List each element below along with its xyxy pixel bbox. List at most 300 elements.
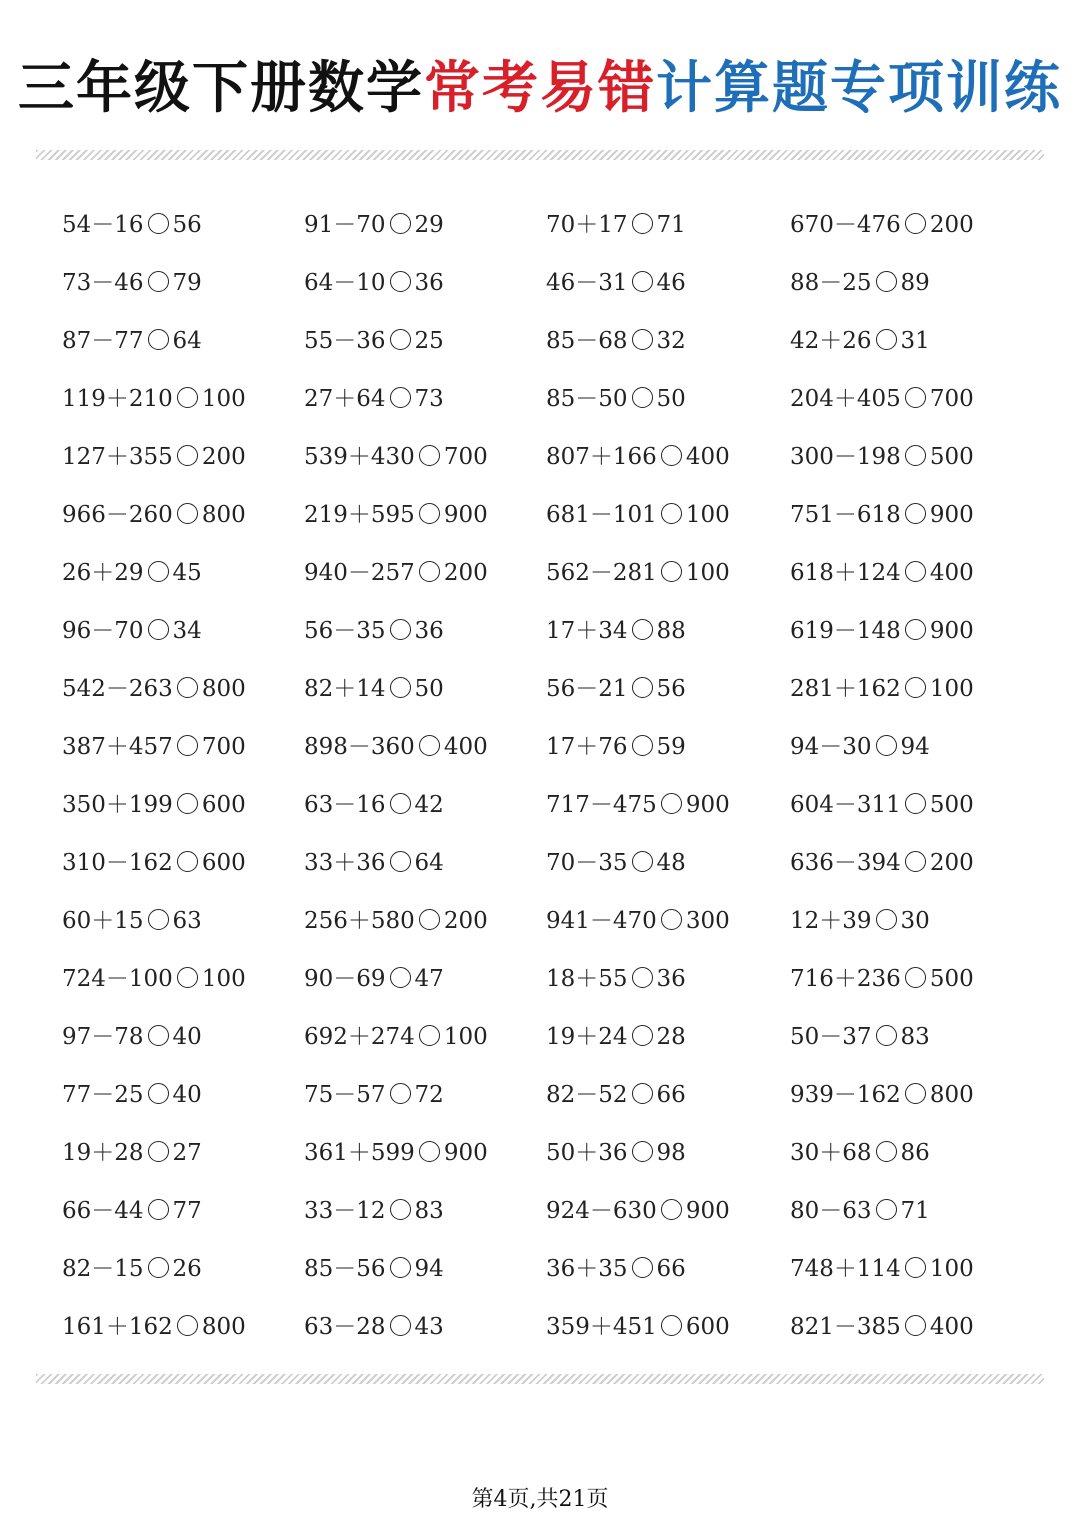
comparison-value: 800 <box>201 676 246 702</box>
comparison-problem <box>790 1182 1052 1240</box>
comparison-problem <box>546 370 790 428</box>
answer-circle[interactable] <box>148 909 169 930</box>
expression: 940－257 <box>304 560 415 586</box>
comparison-value: 100 <box>929 1256 974 1282</box>
comparison-problem <box>62 718 304 776</box>
answer-circle[interactable] <box>390 1257 411 1278</box>
comparison-value: 36 <box>656 966 686 992</box>
expression: 85－68 <box>546 328 628 354</box>
answer-circle[interactable] <box>390 387 411 408</box>
comparison-value: 400 <box>929 1314 974 1340</box>
comparison-problem <box>546 196 790 254</box>
answer-circle[interactable] <box>390 329 411 350</box>
answer-circle[interactable] <box>632 677 653 698</box>
answer-circle[interactable] <box>148 329 169 350</box>
comparison-problem <box>62 1240 304 1298</box>
answer-circle[interactable] <box>148 1257 169 1278</box>
answer-circle[interactable] <box>661 503 682 524</box>
answer-circle[interactable] <box>632 1025 653 1046</box>
comparison-value: 700 <box>201 734 246 760</box>
comparison-value: 100 <box>201 386 246 412</box>
answer-circle[interactable] <box>419 909 440 930</box>
comparison-problem <box>304 370 546 428</box>
comparison-problem <box>546 660 790 718</box>
expression: 636－394 <box>790 850 901 876</box>
comparison-problem <box>304 1008 546 1066</box>
comparison-problem <box>790 718 1052 776</box>
comparison-value: 600 <box>201 850 246 876</box>
expression: 82＋14 <box>304 676 386 702</box>
comparison-problem <box>304 1182 546 1240</box>
comparison-value: 25 <box>414 328 444 354</box>
answer-circle[interactable] <box>876 329 897 350</box>
comparison-problem <box>304 544 546 602</box>
answer-circle[interactable] <box>419 445 440 466</box>
comparison-problem <box>62 1182 304 1240</box>
comparison-value: 86 <box>900 1140 930 1166</box>
expression: 55－36 <box>304 328 386 354</box>
answer-circle[interactable] <box>148 1199 169 1220</box>
answer-circle[interactable] <box>905 1315 926 1336</box>
expression: 924－630 <box>546 1198 657 1224</box>
comparison-value: 300 <box>685 908 730 934</box>
comparison-problem <box>546 428 790 486</box>
comparison-problem <box>546 544 790 602</box>
expression: 64－10 <box>304 270 386 296</box>
comparison-value: 800 <box>201 1314 246 1340</box>
comparison-problem <box>62 892 304 950</box>
comparison-value: 50 <box>414 676 444 702</box>
title-black-part: 三年级下册数学 <box>18 56 424 121</box>
answer-circle[interactable] <box>876 735 897 756</box>
expression: 50＋36 <box>546 1140 628 1166</box>
comparison-problem <box>62 660 304 718</box>
expression: 46－31 <box>546 270 628 296</box>
answer-circle[interactable] <box>661 561 682 582</box>
comparison-problem <box>304 312 546 370</box>
answer-circle[interactable] <box>390 1083 411 1104</box>
comparison-value: 200 <box>929 850 974 876</box>
expression: 300－198 <box>790 444 901 470</box>
comparison-value: 56 <box>172 212 202 238</box>
expression: 70－35 <box>546 850 628 876</box>
answer-circle[interactable] <box>661 445 682 466</box>
comparison-problem <box>62 428 304 486</box>
answer-circle[interactable] <box>632 967 653 988</box>
answer-circle[interactable] <box>390 677 411 698</box>
answer-circle[interactable] <box>905 213 926 234</box>
comparison-value: 94 <box>414 1256 444 1282</box>
expression: 281＋162 <box>790 676 901 702</box>
answer-circle[interactable] <box>390 1315 411 1336</box>
expression: 82－15 <box>62 1256 144 1282</box>
answer-circle[interactable] <box>419 561 440 582</box>
answer-circle[interactable] <box>148 1025 169 1046</box>
expression: 94－30 <box>790 734 872 760</box>
expression: 751－618 <box>790 502 901 528</box>
comparison-value: 900 <box>929 502 974 528</box>
comparison-problem <box>790 254 1052 312</box>
expression: 63－16 <box>304 792 386 818</box>
answer-circle[interactable] <box>148 561 169 582</box>
comparison-value: 43 <box>414 1314 444 1340</box>
comparison-value: 66 <box>656 1082 686 1108</box>
comparison-problem <box>62 1298 304 1356</box>
bottom-divider <box>36 1374 1044 1384</box>
comparison-problem <box>790 892 1052 950</box>
comparison-problem <box>304 196 546 254</box>
answer-circle[interactable] <box>876 271 897 292</box>
answer-circle[interactable] <box>632 1083 653 1104</box>
comparison-problem <box>790 1298 1052 1356</box>
expression: 60＋15 <box>62 908 144 934</box>
comparison-value: 400 <box>685 444 730 470</box>
expression: 119＋210 <box>62 386 173 412</box>
comparison-problem <box>546 892 790 950</box>
answer-circle[interactable] <box>390 213 411 234</box>
comparison-problem <box>62 312 304 370</box>
expression: 127＋355 <box>62 444 173 470</box>
comparison-value: 500 <box>929 444 974 470</box>
comparison-problem <box>546 834 790 892</box>
expression: 17＋34 <box>546 618 628 644</box>
comparison-value: 88 <box>656 618 686 644</box>
expression: 18＋55 <box>546 966 628 992</box>
expression: 256＋580 <box>304 908 415 934</box>
answer-circle[interactable] <box>177 445 198 466</box>
comparison-problem <box>790 1008 1052 1066</box>
answer-circle[interactable] <box>876 1141 897 1162</box>
answer-circle[interactable] <box>632 271 653 292</box>
comparison-problem <box>62 1008 304 1066</box>
expression: 542－263 <box>62 676 173 702</box>
comparison-value: 98 <box>656 1140 686 1166</box>
comparison-value: 83 <box>900 1024 930 1050</box>
expression: 19＋24 <box>546 1024 628 1050</box>
answer-circle[interactable] <box>905 677 926 698</box>
comparison-value: 900 <box>685 1198 730 1224</box>
comparison-problem <box>790 1066 1052 1124</box>
expression: 87－77 <box>62 328 144 354</box>
comparison-value: 400 <box>443 734 488 760</box>
comparison-value: 64 <box>172 328 202 354</box>
answer-circle[interactable] <box>905 1083 926 1104</box>
comparison-problem <box>62 1124 304 1182</box>
comparison-value: 100 <box>443 1024 488 1050</box>
expression: 361＋599 <box>304 1140 415 1166</box>
expression: 387＋457 <box>62 734 173 760</box>
comparison-problem <box>304 776 546 834</box>
answer-circle[interactable] <box>148 213 169 234</box>
answer-circle[interactable] <box>390 271 411 292</box>
comparison-value: 50 <box>656 386 686 412</box>
expression: 161＋162 <box>62 1314 173 1340</box>
comparison-problem <box>62 254 304 312</box>
expression: 42＋26 <box>790 328 872 354</box>
answer-circle[interactable] <box>905 1257 926 1278</box>
expression: 618＋124 <box>790 560 901 586</box>
answer-circle[interactable] <box>177 503 198 524</box>
page-number: 第4页,共21页 <box>471 1487 609 1512</box>
comparison-value: 56 <box>656 676 686 702</box>
expression: 670－476 <box>790 212 901 238</box>
expression: 26＋29 <box>62 560 144 586</box>
answer-circle[interactable] <box>177 677 198 698</box>
answer-circle[interactable] <box>661 793 682 814</box>
expression: 204＋405 <box>790 386 901 412</box>
answer-circle[interactable] <box>390 619 411 640</box>
comparison-value: 800 <box>201 502 246 528</box>
comparison-value: 32 <box>656 328 686 354</box>
comparison-value: 72 <box>414 1082 444 1108</box>
comparison-value: 100 <box>201 966 246 992</box>
comparison-value: 900 <box>443 502 488 528</box>
comparison-problem <box>304 1298 546 1356</box>
comparison-value: 71 <box>656 212 686 238</box>
expression: 619－148 <box>790 618 901 644</box>
comparison-value: 42 <box>414 792 444 818</box>
answer-circle[interactable] <box>632 619 653 640</box>
comparison-value: 64 <box>414 850 444 876</box>
expression: 539＋430 <box>304 444 415 470</box>
comparison-problem <box>62 1066 304 1124</box>
answer-circle[interactable] <box>661 1315 682 1336</box>
comparison-problem <box>304 254 546 312</box>
answer-circle[interactable] <box>876 909 897 930</box>
comparison-problem <box>546 486 790 544</box>
comparison-problem <box>304 1066 546 1124</box>
answer-circle[interactable] <box>148 1141 169 1162</box>
expression: 716＋236 <box>790 966 901 992</box>
title-blue-part: 计算题专项训练 <box>656 56 1062 121</box>
comparison-value: 400 <box>929 560 974 586</box>
expression: 63－28 <box>304 1314 386 1340</box>
comparison-problem <box>546 1240 790 1298</box>
answer-circle[interactable] <box>177 1315 198 1336</box>
answer-circle[interactable] <box>632 1257 653 1278</box>
expression: 821－385 <box>790 1314 901 1340</box>
answer-circle[interactable] <box>177 967 198 988</box>
answer-circle[interactable] <box>905 967 926 988</box>
answer-circle[interactable] <box>177 735 198 756</box>
expression: 748＋114 <box>790 1256 901 1282</box>
expression: 219＋595 <box>304 502 415 528</box>
comparison-value: 100 <box>685 502 730 528</box>
expression: 33－12 <box>304 1198 386 1224</box>
comparison-problem <box>790 428 1052 486</box>
answer-circle[interactable] <box>876 1025 897 1046</box>
comparison-value: 40 <box>172 1082 202 1108</box>
expression: 30＋68 <box>790 1140 872 1166</box>
answer-circle[interactable] <box>148 1083 169 1104</box>
comparison-problem <box>546 1008 790 1066</box>
comparison-value: 29 <box>414 212 444 238</box>
comparison-value: 36 <box>414 618 444 644</box>
comparison-value: 500 <box>929 966 974 992</box>
answer-circle[interactable] <box>876 1199 897 1220</box>
expression: 681－101 <box>546 502 657 528</box>
title-red-part: 常考易错 <box>424 56 656 121</box>
comparison-value: 28 <box>656 1024 686 1050</box>
answer-circle[interactable] <box>419 735 440 756</box>
expression: 27＋64 <box>304 386 386 412</box>
expression: 90－69 <box>304 966 386 992</box>
comparison-problem <box>546 776 790 834</box>
comparison-value: 71 <box>900 1198 930 1224</box>
expression: 82－52 <box>546 1082 628 1108</box>
comparison-problem <box>546 1298 790 1356</box>
comparison-value: 500 <box>929 792 974 818</box>
expression: 88－25 <box>790 270 872 296</box>
expression: 85－50 <box>546 386 628 412</box>
comparison-value: 600 <box>201 792 246 818</box>
comparison-value: 31 <box>900 328 930 354</box>
answer-circle[interactable] <box>632 1141 653 1162</box>
expression: 562－281 <box>546 560 657 586</box>
comparison-value: 700 <box>443 444 488 470</box>
comparison-problem <box>304 428 546 486</box>
answer-circle[interactable] <box>390 851 411 872</box>
expression: 966－260 <box>62 502 173 528</box>
comparison-problem <box>790 486 1052 544</box>
expression: 73－46 <box>62 270 144 296</box>
comparison-problem <box>304 602 546 660</box>
answer-circle[interactable] <box>905 503 926 524</box>
expression: 70＋17 <box>546 212 628 238</box>
comparison-value: 77 <box>172 1198 202 1224</box>
comparison-value: 800 <box>929 1082 974 1108</box>
comparison-problem <box>62 950 304 1008</box>
comparison-value: 73 <box>414 386 444 412</box>
answer-circle[interactable] <box>905 619 926 640</box>
expression: 350＋199 <box>62 792 173 818</box>
comparison-problem <box>790 602 1052 660</box>
answer-circle[interactable] <box>905 387 926 408</box>
answer-circle[interactable] <box>905 851 926 872</box>
answer-circle[interactable] <box>632 329 653 350</box>
comparison-problem <box>546 718 790 776</box>
expression: 91－70 <box>304 212 386 238</box>
answer-circle[interactable] <box>632 213 653 234</box>
comparison-value: 100 <box>929 676 974 702</box>
answer-circle[interactable] <box>419 1025 440 1046</box>
comparison-problem <box>546 1124 790 1182</box>
answer-circle[interactable] <box>632 851 653 872</box>
comparison-value: 27 <box>172 1140 202 1166</box>
expression: 604－311 <box>790 792 901 818</box>
comparison-value: 36 <box>414 270 444 296</box>
answer-circle[interactable] <box>148 619 169 640</box>
comparison-problem <box>304 660 546 718</box>
expression: 724－100 <box>62 966 173 992</box>
answer-circle[interactable] <box>390 1199 411 1220</box>
comparison-value: 47 <box>414 966 444 992</box>
comparison-problem <box>304 892 546 950</box>
comparison-value: 200 <box>201 444 246 470</box>
answer-circle[interactable] <box>905 445 926 466</box>
answer-circle[interactable] <box>905 793 926 814</box>
comparison-problem <box>62 544 304 602</box>
expression: 80－63 <box>790 1198 872 1224</box>
answer-circle[interactable] <box>177 387 198 408</box>
answer-circle[interactable] <box>632 735 653 756</box>
comparison-problem <box>546 950 790 1008</box>
expression: 939－162 <box>790 1082 901 1108</box>
top-divider <box>36 150 1044 160</box>
expression: 85－56 <box>304 1256 386 1282</box>
expression: 692＋274 <box>304 1024 415 1050</box>
comparison-problem <box>790 1240 1052 1298</box>
expression: 359＋451 <box>546 1314 657 1340</box>
comparison-value: 600 <box>685 1314 730 1340</box>
answer-circle[interactable] <box>661 909 682 930</box>
comparison-value: 48 <box>656 850 686 876</box>
comparison-problem <box>304 486 546 544</box>
comparison-problem <box>790 196 1052 254</box>
comparison-value: 94 <box>900 734 930 760</box>
expression: 941－470 <box>546 908 657 934</box>
answer-circle[interactable] <box>177 851 198 872</box>
expression: 310－162 <box>62 850 173 876</box>
comparison-problem <box>62 370 304 428</box>
comparison-value: 46 <box>656 270 686 296</box>
answer-circle[interactable] <box>148 271 169 292</box>
comparison-value: 83 <box>414 1198 444 1224</box>
answer-circle[interactable] <box>390 793 411 814</box>
comparison-problem <box>304 1124 546 1182</box>
comparison-problem <box>62 196 304 254</box>
comparison-problem <box>790 1124 1052 1182</box>
expression: 56－21 <box>546 676 628 702</box>
comparison-problem <box>304 834 546 892</box>
expression: 97－78 <box>62 1024 144 1050</box>
answer-circle[interactable] <box>390 967 411 988</box>
answer-circle[interactable] <box>905 561 926 582</box>
comparison-value: 100 <box>685 560 730 586</box>
comparison-value: 63 <box>172 908 202 934</box>
comparison-value: 89 <box>900 270 930 296</box>
comparison-value: 200 <box>929 212 974 238</box>
answer-circle[interactable] <box>632 387 653 408</box>
comparison-problem <box>546 1066 790 1124</box>
comparison-problem <box>790 312 1052 370</box>
answer-circle[interactable] <box>419 1141 440 1162</box>
comparison-problem <box>546 602 790 660</box>
expression: 17＋76 <box>546 734 628 760</box>
expression: 33＋36 <box>304 850 386 876</box>
expression: 50－37 <box>790 1024 872 1050</box>
comparison-problem <box>790 776 1052 834</box>
expression: 12＋39 <box>790 908 872 934</box>
answer-circle[interactable] <box>177 793 198 814</box>
comparison-problem <box>304 1240 546 1298</box>
comparison-value: 40 <box>172 1024 202 1050</box>
expression: 56－35 <box>304 618 386 644</box>
expression: 19＋28 <box>62 1140 144 1166</box>
comparison-value: 200 <box>443 908 488 934</box>
comparison-value: 34 <box>172 618 202 644</box>
comparison-problem <box>62 776 304 834</box>
expression: 717－475 <box>546 792 657 818</box>
comparison-value: 200 <box>443 560 488 586</box>
expression: 807＋166 <box>546 444 657 470</box>
expression: 96－70 <box>62 618 144 644</box>
comparison-problem <box>304 718 546 776</box>
comparison-value: 59 <box>656 734 686 760</box>
answer-circle[interactable] <box>661 1199 682 1220</box>
comparison-value: 26 <box>172 1256 202 1282</box>
answer-circle[interactable] <box>419 503 440 524</box>
